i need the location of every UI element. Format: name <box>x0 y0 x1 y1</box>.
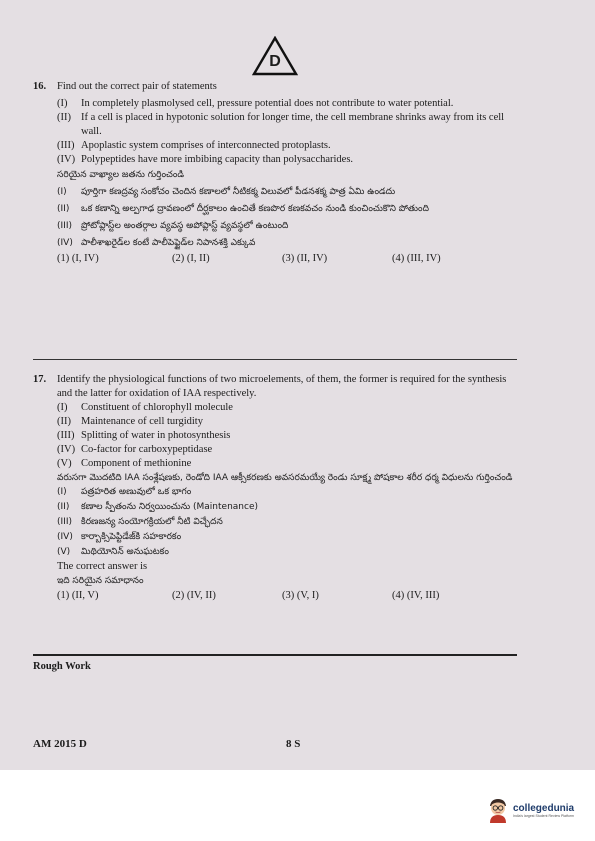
statement-telugu: (III) ప్రోటోప్లాస్ట్‌ల అంతర్గాల వ్యవస్థ అపోప్లాస్ట్ వ్యవస్థలో ఉంటుంది <box>57 221 289 231</box>
statement: (II) If a cell is placed in hypotonic solution for longer time, the cell membrane shrinks away from its cell wall. <box>57 112 505 137</box>
answer-options <box>57 252 523 266</box>
answer-option-2[interactable]: (2) (IV, II) <box>172 590 216 601</box>
statement-telugu: (II) కణాల స్పీతంను నిర్వయించును (Maintenance) <box>57 502 259 512</box>
question-text-telugu: వరుసగా మొదటిది IAA సంశ్లేషణకు, రెండోది IAA ఆక్సీకరణకు అవసరమయ్యే రెండు సూక్ష్మ పోషకాల శరీర ధర్మ విధులను గుర్తించండి <box>57 473 513 483</box>
question-16 <box>33 80 523 266</box>
set-letter: D <box>269 53 281 70</box>
statement-telugu: (II) ఒక కణాన్ని అల్పగాఢ ద్రావణంలో దీర్ఘకాలం ఉంచితే కణపొర కణకవచం నుండి కుంచించుకొని పోతుంది <box>57 204 429 214</box>
statement-telugu: (III) కిరణజన్య సంయోగక్రియలో నీటి విచ్ఛేదన <box>57 517 223 527</box>
collegedunia-logo <box>487 797 574 823</box>
statement: (I) In completely plasmolysed cell, pressure potential does not contribute to water potential. <box>57 98 454 109</box>
statement: (V) Component of methionine <box>57 458 192 469</box>
question-17 <box>33 373 523 603</box>
correct-answer-label-telugu: ఇది సరియైన సమాధానం <box>57 576 144 586</box>
question-number: 17. <box>33 374 47 385</box>
page-number: 8 S <box>286 738 301 750</box>
statement: (I) Constituent of chlorophyll molecule <box>57 402 233 413</box>
statement-telugu: (V) మిథియోనిన్ అనుఘటకం <box>57 547 169 557</box>
answer-options <box>57 589 523 603</box>
rough-work-label: Rough Work <box>33 661 91 672</box>
statement: (III) Splitting of water in photosynthesis <box>57 430 231 441</box>
question-text: Find out the correct pair of statements <box>57 81 217 92</box>
statement: (IV) Co-factor for carboxypeptidase <box>57 444 213 455</box>
paper-code: AM 2015 D <box>33 738 87 750</box>
answer-option-2[interactable]: (2) (I, II) <box>172 253 210 264</box>
answer-option-1[interactable]: (1) (II, V) <box>57 590 99 601</box>
correct-answer-label: The correct answer is <box>57 561 148 572</box>
statement: (III) Apoplastic system comprises of interconnected protoplasts. <box>57 140 331 151</box>
statement-telugu: (IV) కార్బాక్సిపెప్టిడేజ్‌కి సహకారకం <box>57 532 182 542</box>
statement-telugu: (I) పత్రహరిత అణువులో ఒక భాగం <box>57 487 192 497</box>
answer-option-3[interactable]: (3) (V, I) <box>282 590 319 601</box>
statement: (II) Maintenance of cell turgidity <box>57 416 203 427</box>
logo-name: collegedunia <box>513 802 575 814</box>
question-text: Identify the physiological functions of two microelements, of them, the former is required for the synthesis and the latter for oxidation of IAA respectively. <box>57 374 507 399</box>
logo-tagline: India's largest Student Review Platform <box>513 813 574 818</box>
statement-telugu: (I) పూర్తిగా కణద్రవ్య సంకోచం చెందిన కణాలలో నీటికక్మ విలువలో పీడనశక్మ పాత్ర ఏమి ఉండదు <box>57 187 396 197</box>
student-avatar-icon <box>487 797 509 823</box>
divider <box>33 654 517 656</box>
question-text-telugu: సరియైన వాఖ్యాల జతను గుర్తించండి <box>57 170 185 180</box>
answer-option-1[interactable]: (1) (I, IV) <box>57 253 99 264</box>
set-badge <box>252 36 298 76</box>
statement-telugu: (IV) పాలీశాఖరైడ్‌ల కంటే పాలీపెప్టైడ్‌ల నిపానశక్తి ఎక్కువ <box>57 238 256 248</box>
answer-option-3[interactable]: (3) (II, IV) <box>282 253 328 264</box>
divider <box>33 359 517 360</box>
answer-option-4[interactable]: (4) (III, IV) <box>392 253 441 264</box>
answer-option-4[interactable]: (4) (IV, III) <box>392 590 440 601</box>
question-number: 16. <box>33 81 47 92</box>
statement: (IV) Polypeptides have more imbibing capacity than polysaccharides. <box>57 154 354 165</box>
